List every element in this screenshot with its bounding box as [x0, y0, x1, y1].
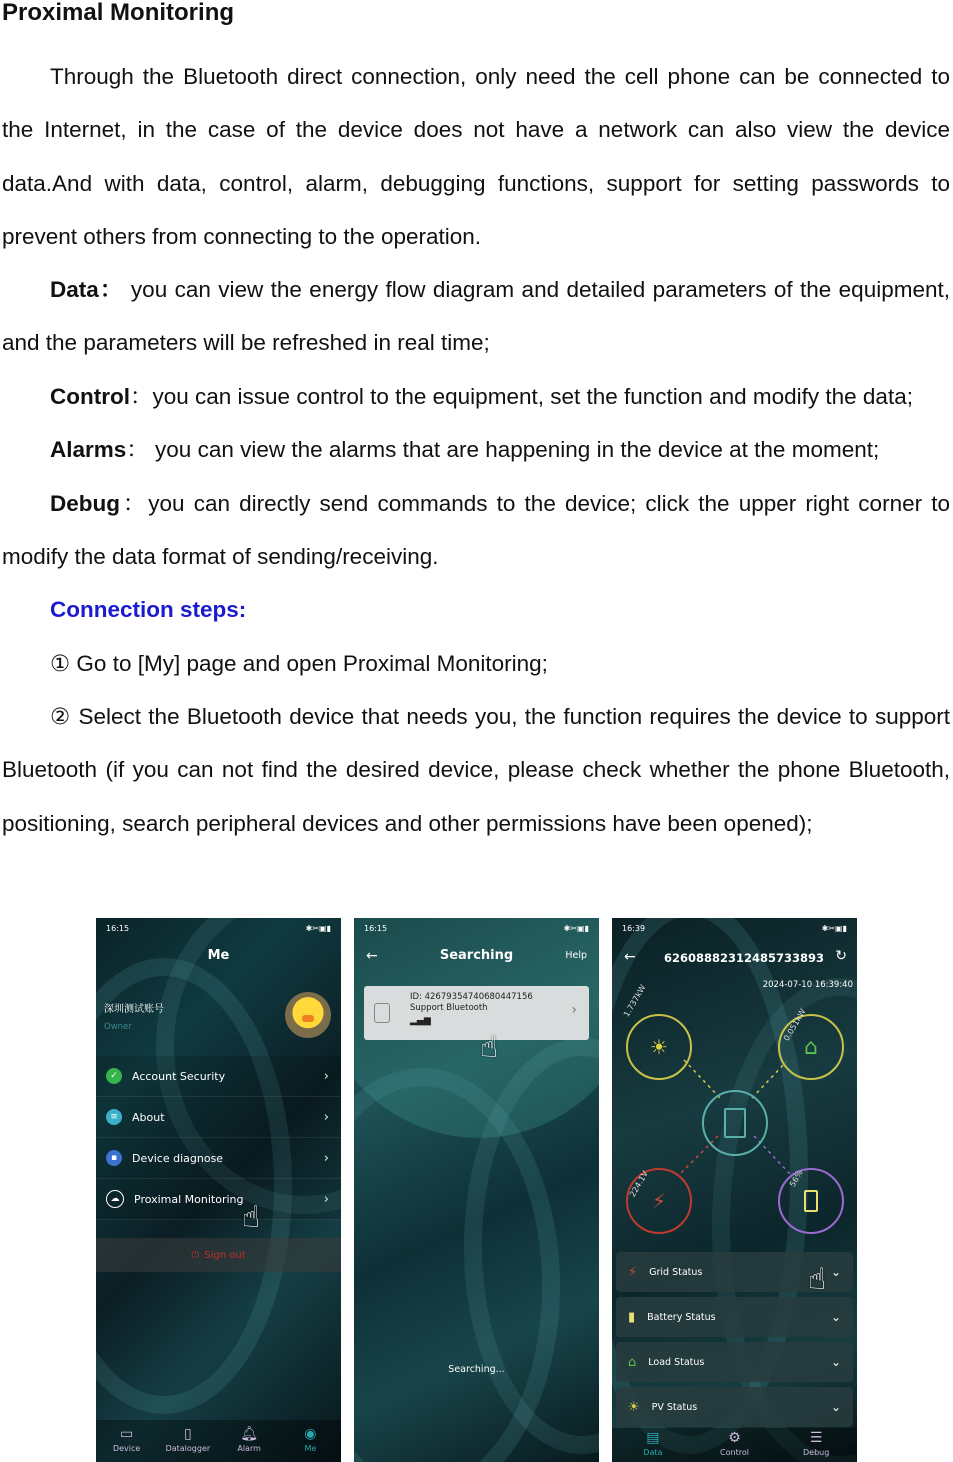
- device-support: Support Bluetooth: [410, 1003, 488, 1013]
- account-role: Owner: [104, 1022, 132, 1032]
- load-power: 0.051kW: [782, 1007, 808, 1043]
- tab-debug[interactable]: ☰ Debug: [775, 1428, 857, 1462]
- tab-control[interactable]: ⚙ Control: [694, 1428, 776, 1462]
- back-arrow-icon[interactable]: ←: [624, 949, 636, 965]
- row-label: Grid Status: [649, 1266, 703, 1278]
- solar-panel-icon: ☀: [650, 1035, 668, 1059]
- row-label: PV Status: [651, 1401, 698, 1413]
- power-icon: ⏻: [191, 1249, 200, 1261]
- load-status-row[interactable]: [616, 1342, 853, 1382]
- pointer-hand-icon: ☝: [480, 1030, 499, 1065]
- grid-tower-icon: ⚡: [651, 1189, 667, 1213]
- chart-icon: ▤: [646, 1430, 660, 1446]
- step-2: ② Select the Bluetooth device that needs you, the function requires the device to support Bluetooth (if you can not find the desired device, please check whether the phone Bluetooth, positioning, search peripheral devices and other permissions have been opened);: [2, 704, 950, 836]
- device-tab-icon: ▭: [120, 1426, 134, 1442]
- bluetooth-device-icon: [374, 1003, 390, 1023]
- home-icon: ⌂: [804, 1034, 818, 1060]
- sliders-icon: ☰: [809, 1430, 823, 1446]
- refresh-icon[interactable]: ↻: [835, 948, 847, 964]
- chevron-right-icon: ›: [323, 1191, 329, 1207]
- pointer-hand-icon: ☝: [242, 1200, 261, 1235]
- menu-label: Proximal Monitoring: [134, 1192, 244, 1206]
- menu-label: About: [132, 1110, 165, 1124]
- menu-item-account-security[interactable]: [96, 1056, 341, 1097]
- menu-label: Device diagnose: [132, 1151, 224, 1165]
- battery-node[interactable]: [778, 1168, 844, 1234]
- sign-out-label: Sign out: [204, 1249, 246, 1261]
- status-bar: [106, 924, 331, 933]
- control-text: ：you can issue control to the equipment, set the function and modify the data;: [129, 384, 913, 409]
- battery-soc: 56%: [788, 1168, 805, 1189]
- device-id: ID: 42679354740680447156: [410, 992, 533, 1002]
- status-time: 16:15: [364, 924, 388, 933]
- status-icons: ✱✂▣▮: [821, 924, 847, 933]
- duck-icon: [302, 1015, 314, 1022]
- chevron-right-icon: ›: [323, 1109, 329, 1125]
- steps-heading: Connection steps:: [50, 597, 247, 622]
- bottom-tab-bar: [612, 1428, 857, 1462]
- data-paragraph: [2, 263, 950, 370]
- step-1: ① Go to [My] page and open Proximal Monitoring;: [50, 651, 548, 676]
- menu-item-proximal-monitoring[interactable]: [96, 1179, 341, 1220]
- datalogger-tab-icon: ▯: [184, 1426, 192, 1442]
- row-label: Battery Status: [647, 1311, 716, 1323]
- control-paragraph: [2, 370, 950, 423]
- battery-icon: [804, 1190, 818, 1212]
- device-icon: ▪: [106, 1150, 122, 1166]
- searching-status: Searching...: [448, 1364, 505, 1375]
- bell-icon: 🔔︎: [240, 1426, 259, 1442]
- debug-paragraph: [2, 477, 950, 584]
- sign-out-button[interactable]: [96, 1238, 341, 1272]
- pv-power: 1.737kW: [622, 983, 648, 1019]
- tab-alarm[interactable]: 🔔︎ Alarm: [219, 1420, 280, 1462]
- searching-title: Searching: [439, 948, 514, 963]
- chevron-down-icon: ⌄: [830, 1310, 841, 1324]
- help-link[interactable]: Help: [565, 950, 587, 961]
- status-time: 16:39: [622, 924, 646, 933]
- tab-device[interactable]: ▭ Device: [96, 1420, 157, 1462]
- data-text: you can view the energy flow diagram and detailed parameters of the equipment, and the parameters will be refreshed in real time;: [2, 277, 950, 356]
- menu-label: Account Security: [132, 1069, 226, 1083]
- tab-datalogger[interactable]: ▯ Datalogger: [157, 1420, 218, 1462]
- chevron-right-icon: ›: [323, 1068, 329, 1084]
- load-node[interactable]: [778, 1014, 844, 1080]
- control-label: Control: [50, 384, 130, 409]
- alarms-paragraph: [2, 423, 950, 476]
- me-title: Me: [207, 948, 230, 963]
- inverter-icon: [724, 1108, 746, 1138]
- pv-status-row[interactable]: [616, 1387, 853, 1427]
- gear-icon: ⚙: [728, 1430, 741, 1446]
- update-time: 2024-07-10 16:39:40: [762, 980, 853, 990]
- page-title: Proximal Monitoring: [2, 0, 235, 26]
- pv-node[interactable]: [626, 1014, 692, 1080]
- status-bar: [364, 924, 589, 933]
- chevron-down-icon: ⌄: [830, 1355, 841, 1369]
- chevron-down-icon: ⌄: [830, 1400, 841, 1414]
- alarms-text: ： you can view the alarms that are happening in the device at the moment;: [126, 437, 880, 462]
- chevron-right-icon: ›: [323, 1150, 329, 1166]
- tab-me[interactable]: ◉ Me: [280, 1420, 341, 1462]
- device-serial: 62608882312485733893: [664, 951, 825, 965]
- bottom-tab-bar: [96, 1420, 341, 1462]
- screenshot-searching-page: [354, 918, 599, 1462]
- debug-label: Debug: [50, 491, 120, 516]
- shield-icon: ✓: [106, 1068, 122, 1084]
- status-icons: ✱✂▣▮: [563, 924, 589, 933]
- solar-panel-icon: ☀: [628, 1399, 640, 1415]
- chevron-right-icon: ›: [571, 1002, 577, 1018]
- user-icon: ◉: [304, 1426, 317, 1442]
- alarms-label: Alarms: [50, 437, 127, 462]
- data-label: Data：: [50, 277, 124, 302]
- status-time: 16:15: [106, 924, 130, 933]
- account-name: 深圳测试账号: [104, 1004, 164, 1015]
- device-card[interactable]: [364, 986, 589, 1040]
- info-icon: ≡: [106, 1109, 122, 1125]
- screenshot-me-page: [96, 918, 341, 1462]
- menu-item-device-diagnose[interactable]: [96, 1138, 341, 1179]
- pointer-hand-icon: ☝: [808, 1262, 827, 1297]
- cloud-icon: ☁: [106, 1190, 124, 1208]
- status-icons: ✱✂▣▮: [305, 924, 331, 933]
- back-arrow-icon[interactable]: ←: [366, 948, 378, 964]
- row-label: Load Status: [648, 1356, 705, 1368]
- screenshot-data-page: [612, 918, 857, 1462]
- debug-text: ：you can directly send commands to the device; click the upper right corner to modify the data format of sending/receiving.: [2, 491, 950, 570]
- battery-status-row[interactable]: [616, 1297, 853, 1337]
- menu-item-about[interactable]: [96, 1097, 341, 1138]
- inverter-node[interactable]: [702, 1090, 768, 1156]
- battery-icon: ▮: [628, 1309, 636, 1325]
- intro-paragraph: Through the Bluetooth direct connection, only need the cell phone can be connected to the Internet, in the case of the device does not have a network can also view the device data.And with data, control, alarm, debugging functions, support for setting passwords to prevent others from connecting to the operation.: [2, 64, 950, 249]
- grid-tower-icon: ⚡: [628, 1264, 638, 1280]
- signal-icon: ▂▄▆: [410, 1016, 431, 1026]
- tab-data[interactable]: ▤ Data: [612, 1428, 694, 1462]
- chevron-down-icon: ⌄: [830, 1265, 841, 1279]
- grid-voltage: 224.1V: [628, 1169, 650, 1199]
- avatar[interactable]: [285, 992, 331, 1038]
- home-icon: ⌂: [628, 1354, 637, 1370]
